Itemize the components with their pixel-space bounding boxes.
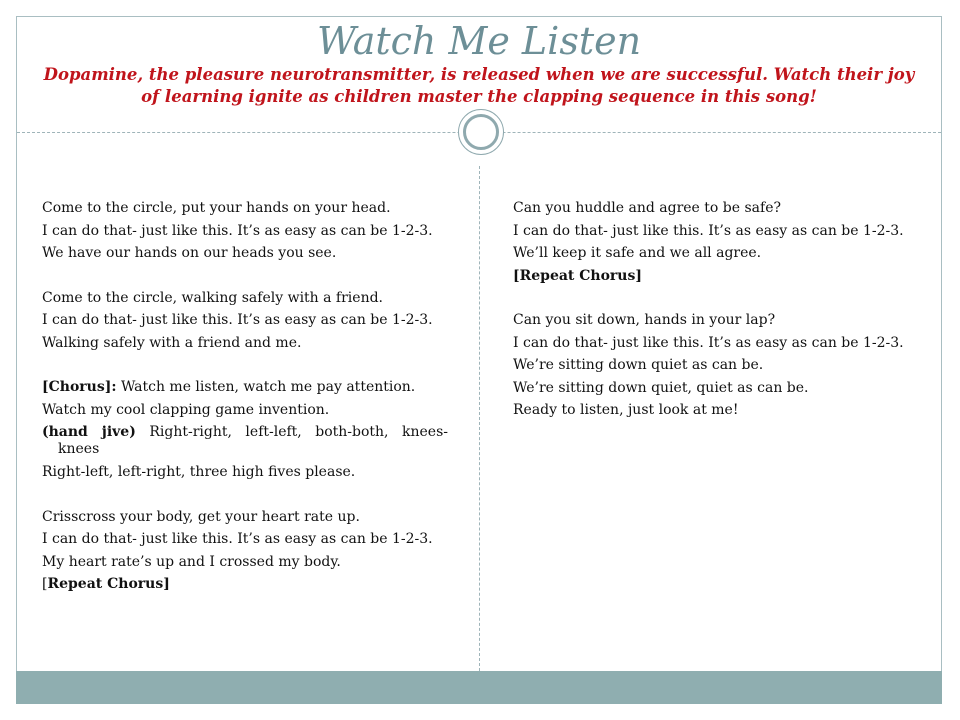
repeat-chorus-label: [Repeat Chorus] [513,267,642,284]
slide-subtitle: Dopamine, the pleasure neurotransmitter, is released when we are successful. Watch their joy of learning ignite as children master the clapping sequence in this song! [43,65,915,106]
repeat-chorus-label: [Repeat Chorus] [42,576,170,592]
lyric-line: I can do that- just like this. It’s as easy as can be 1-2-3. [42,531,433,547]
chorus-line: Watch my cool clapping game invention. [42,401,330,418]
lyric-line: Ready to listen, just look at me! [513,402,739,418]
slide-title: Watch Me Listen [316,19,642,63]
footer-bar [16,671,942,704]
lyric-line: We’re sitting down quiet as can be. [513,357,764,373]
lyric-line: Come to the circle, put your hands on your head. [42,200,391,216]
lyric-line: We’re sitting down quiet, quiet as can be. [513,379,809,396]
column-divider [479,166,480,671]
lyric-line: We’ll keep it safe and we all agree. [513,245,762,261]
lyric-line: Crisscross your body, get your heart rate up. [42,508,360,525]
lyric-line: I can do that- just like this. It’s as easy as can be 1-2-3. [513,222,904,239]
lyric-line: Can you huddle and agree to be safe? [513,200,782,216]
lyric-line: My heart rate’s up and I crossed my body. [42,553,341,570]
hand-jive-text: Right-right, left-left, both-both, knees- [135,424,448,440]
lyric-line: I can do that- just like this. It’s as easy as can be 1-2-3. [513,334,904,351]
lyric-line: We have our hands on our heads you see. [42,245,337,261]
lyric-line: I can do that- just like this. It’s as easy as can be 1-2-3. [42,312,433,328]
hand-jive-continuation: knees [58,441,100,457]
chorus-line [42,376,448,399]
circle-ornament-inner [463,114,499,150]
lyric-line: Come to the circle, walking safely with a friend. [42,289,383,306]
chorus-tag: [Chorus]: [42,379,117,395]
lyric-line: Can you sit down, hands in your lap? [513,312,776,328]
chorus-text: Watch me listen, watch me pay attention. [116,379,416,395]
hand-jive-tag: (hand jive) [42,424,136,440]
left-lyrics-column [42,197,448,596]
chorus-line: Right-left, left-right, three high fives please. [42,464,356,480]
hand-jive-line [42,421,448,461]
right-lyrics-column [513,197,913,422]
lyric-line: I can do that- just like this. It’s as easy as can be 1-2-3. [42,222,433,239]
lyric-line: Walking safely with a friend and me. [42,334,302,351]
